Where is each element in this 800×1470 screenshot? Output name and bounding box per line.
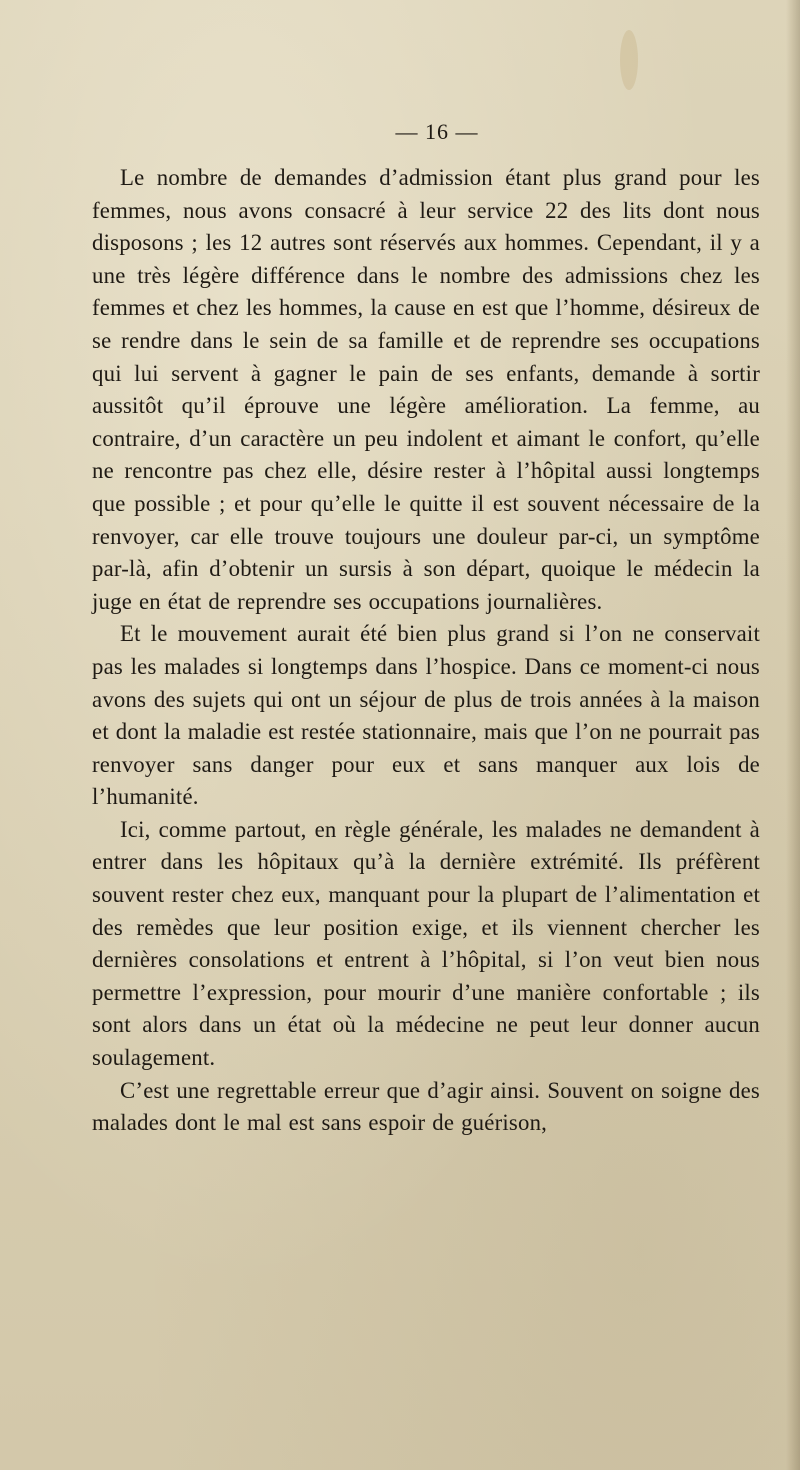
paragraph-movement: Et le mouvement aurait été bien plus grand si l’on ne conservait pas les malades si longtemps dans l’hospice. Dans ce moment-ci nous avons des sujets qui ont un séjour de plus de trois années à la maison et dont la maladie est restée stationnaire, mais que l’on ne pourrait pas renvoyer sans danger pour eux et sans manquer aux lois de l’humanité. bbox=[92, 621, 760, 810]
paragraph-admissions: Le nombre de demandes d’admission étant plus grand pour les femmes, nous avons consacré à leur service 22 des lits dont nous disposons ; les 12 autres sont réservés aux hommes. Cependant, il y a une très légère différence dans le nombre des admissions chez les femmes et chez les hommes, la cause en est que l’homme, désireux de se rendre dans le sein de sa famille et de reprendre ses occupations qui lui servent à gagner le pain de ses enfants, demande à sortir aussitôt qu’il éprouve une légère amélioration. La femme, au contraire, d’un caractère un peu indolent et aimant le confort, qu’elle ne rencontre pas chez elle, désire rester à l’hôpital aussi longtemps que possible ; et pour qu’elle le quitte il est souvent nécessaire de la renvoyer, car elle trouve toujours une douleur par-ci, un symptôme par-là, afin d’obtenir un sursis à son départ, quoique le médecin la juge en état de reprendre ses occupations journalières. bbox=[92, 165, 760, 614]
paragraph-regrettable-error: C’est une regrettable erreur que d’agir ainsi. Souvent on soigne des malades dont le mal est sans espoir de guérison, bbox=[92, 1077, 760, 1136]
book-page bbox=[92, 112, 760, 1140]
paragraph-last-extremity: Ici, comme partout, en règle générale, les malades ne demandent à entrer dans les hôpitaux qu’à la dernière extrémité. Ils préfèrent souvent rester chez eux, manquant pour la plupart de l’alimentation et des remèdes que leur position exige, et ils viennent chercher les dernières consolations et entrent à l’hôpital, si l’on veut bien nous permettre l’expression, pour mourir d’une manière confortable ; ils sont alors dans un état où la médecine ne peut leur donner aucun soulagement. bbox=[92, 816, 760, 1071]
page-edge-shadow bbox=[786, 0, 800, 1470]
paper-stain bbox=[620, 30, 638, 90]
page-number: — 16 — bbox=[395, 119, 479, 144]
